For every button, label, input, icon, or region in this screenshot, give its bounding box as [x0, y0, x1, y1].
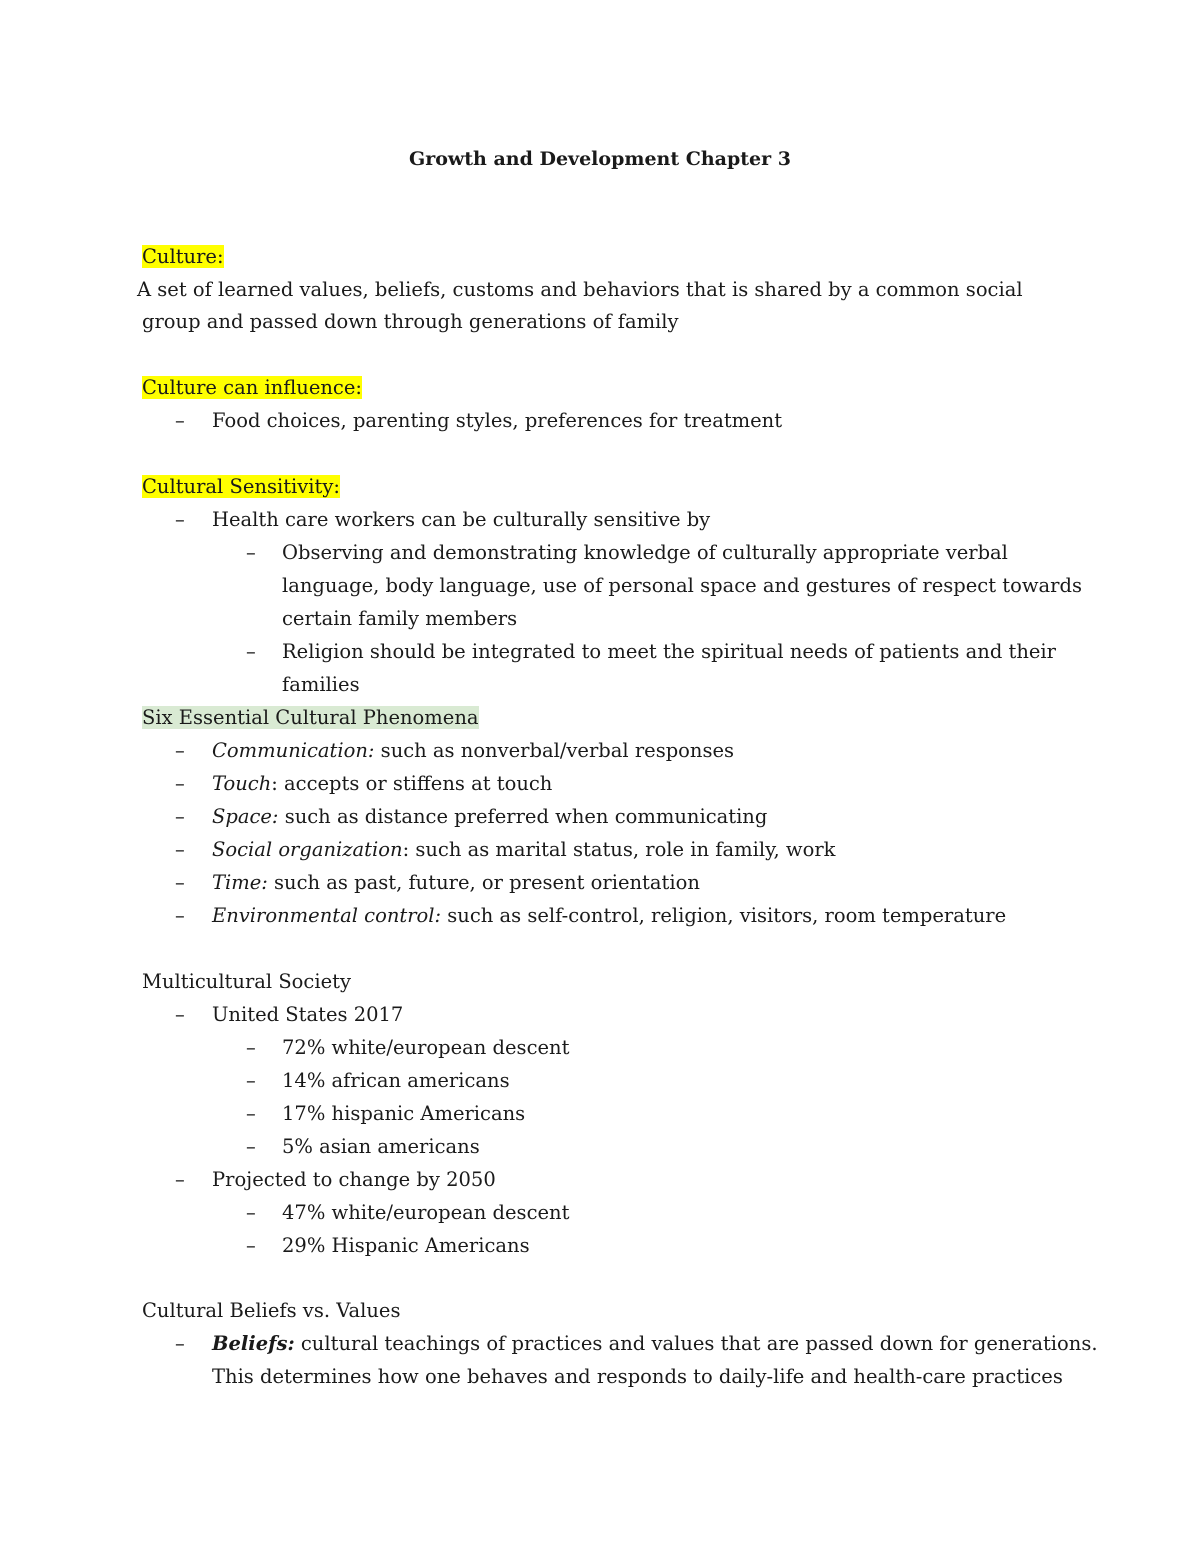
document-title: Growth and Development Chapter 3 — [408, 148, 791, 170]
sensitivity-sub1-line3: certain family members — [282, 607, 518, 630]
phenomena-term: Environmental control: — [212, 904, 442, 927]
phenomena-item: Social organization: such as marital status, role in family, work — [212, 838, 836, 861]
phenomena-term: Social organization — [212, 838, 403, 861]
bullet-dash: – — [175, 739, 185, 762]
multicultural-group2: Projected to change by 2050 — [212, 1168, 496, 1191]
phenomena-item: Space: such as distance preferred when communicating — [212, 805, 768, 828]
phenomena-item: Environmental control: such as self-control, religion, visitors, room temperature — [212, 904, 1007, 927]
multicultural-group1-item: 17% hispanic Americans — [282, 1102, 526, 1125]
sensitivity-sub2-line1: Religion should be integrated to meet the spiritual needs of patients and their — [282, 640, 1056, 663]
influence-item: Food choices, parenting styles, preferences for treatment — [212, 409, 783, 432]
sensitivity-sub1-line2: language, body language, use of personal space and gestures of respect towards — [282, 574, 1082, 597]
sub-bullet-dash: – — [246, 640, 256, 663]
bullet-dash: – — [175, 1003, 185, 1026]
multicultural-group1-item: 5% asian americans — [282, 1135, 480, 1158]
sub-bullet-dash: – — [246, 1135, 256, 1158]
influence-heading: Culture can influence: — [142, 376, 362, 399]
culture-definition-line1: A set of learned values, beliefs, customs and behaviors that is shared by a common social — [137, 278, 1023, 301]
bullet-dash: – — [175, 904, 185, 927]
multicultural-group1: United States 2017 — [212, 1003, 404, 1026]
sub-bullet-dash: – — [246, 1069, 256, 1092]
bullet-dash: – — [175, 409, 185, 432]
bullet-dash: – — [175, 1168, 185, 1191]
sub-bullet-dash: – — [246, 1201, 256, 1224]
phenomena-item: Time: such as past, future, or present orientation — [212, 871, 700, 894]
sensitivity-sub2-line2: families — [282, 673, 360, 696]
sub-bullet-dash: – — [246, 541, 256, 564]
sensitivity-sub1-line1: Observing and demonstrating knowledge of culturally appropriate verbal — [282, 541, 1008, 564]
sub-bullet-dash: – — [246, 1036, 256, 1059]
bullet-dash: – — [175, 838, 185, 861]
phenomena-item: Communication: such as nonverbal/verbal responses — [212, 739, 735, 762]
phenomena-item: Touch: accepts or stiffens at touch — [212, 772, 553, 795]
phenomena-heading: Six Essential Cultural Phenomena — [142, 706, 479, 729]
multicultural-group1-item: 14% african americans — [282, 1069, 510, 1092]
beliefs-item-line1: Beliefs: cultural teachings of practices and values that are passed down for generations. — [212, 1332, 1098, 1355]
sub-bullet-dash: – — [246, 1234, 256, 1257]
multicultural-group2-item: 47% white/european descent — [282, 1201, 570, 1224]
sensitivity-item: Health care workers can be culturally sensitive by — [212, 508, 711, 531]
bullet-dash: – — [175, 1332, 185, 1355]
culture-definition-line2: group and passed down through generations of family — [142, 310, 679, 333]
multicultural-heading: Multicultural Society — [142, 970, 351, 993]
beliefs-item-line2: This determines how one behaves and responds to daily-life and health-care practices — [212, 1365, 1063, 1388]
phenomena-term: Communication: — [212, 739, 375, 762]
sensitivity-heading: Cultural Sensitivity: — [142, 475, 340, 498]
bullet-dash: – — [175, 805, 185, 828]
beliefs-term: Beliefs: — [212, 1332, 295, 1355]
phenomena-term: Time: — [212, 871, 268, 894]
phenomena-term: Space: — [212, 805, 279, 828]
multicultural-group1-item: 72% white/european descent — [282, 1036, 570, 1059]
phenomena-term: Touch — [212, 772, 272, 795]
multicultural-group2-item: 29% Hispanic Americans — [282, 1234, 530, 1257]
culture-heading: Culture: — [142, 245, 224, 268]
bullet-dash: – — [175, 871, 185, 894]
sub-bullet-dash: – — [246, 1102, 256, 1125]
bullet-dash: – — [175, 772, 185, 795]
bullet-dash: – — [175, 508, 185, 531]
beliefs-heading: Cultural Beliefs vs. Values — [142, 1299, 401, 1322]
